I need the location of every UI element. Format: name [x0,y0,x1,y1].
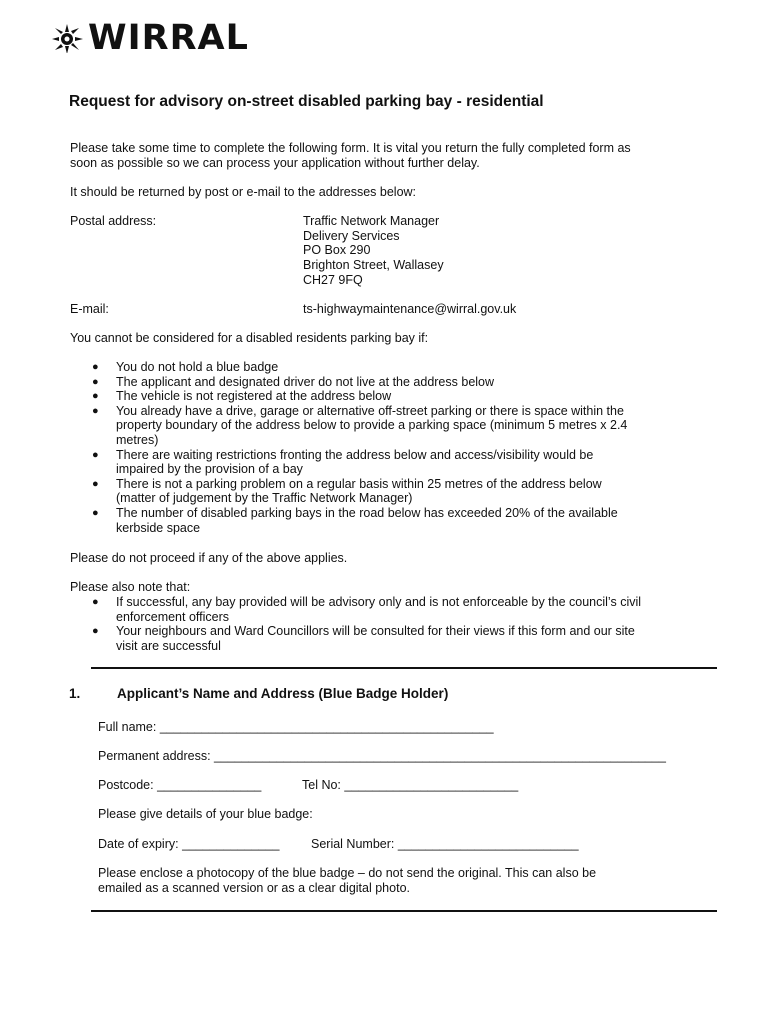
address-field[interactable]: Permanent address: _________________________________________________________________ [98,749,666,763]
section-divider [91,667,717,669]
postal-line: PO Box 290 [303,243,371,257]
list-item: ● You already have a drive, garage or alternative off-street parking or there is space within the property boundary of the address below to provide a parking space (minimum 5 metres x 2.4 metres) [92,403,628,447]
section-number: 1. [69,686,81,701]
postal-label: Postal address: [70,214,157,228]
list-item: ● There is not a parking problem on a regular basis within 25 metres of the address below (matter of judgement by the Traffic Network Manager) [92,476,602,506]
list-item: ● The applicant and designated driver do not live at the address below [92,374,495,389]
enclose-note-line-2: emailed as a scanned version or as a clear digital photo. [98,881,410,895]
list-item: ● Your neighbours and Ward Councillors will be consulted for their views if this form and our site visit are successful [92,624,635,653]
return-note: It should be returned by post or e-mail to the addresses below: [70,185,417,199]
council-logo [52,20,249,56]
postcode-field[interactable]: Postcode: _______________ [98,778,262,792]
cannot-list [92,360,627,535]
list-item: ● There are waiting restrictions fronting the address below and access/visibility would be impaired by the provision of a bay [92,447,594,477]
tel-field[interactable]: Tel No: _________________________ [302,778,519,792]
postal-line: Brighton Street, Wallasey [303,258,444,272]
badge-prompt: Please give details of your blue badge: [98,807,313,821]
list-item: ● If successful, any bay provided will be advisory only and is not enforceable by the council’s civil enforcement officers [92,595,642,624]
expiry-field[interactable]: Date of expiry: ______________ [98,837,280,851]
full-name-field[interactable]: Full name: ________________________________________________ [98,720,494,734]
cannot-intro: You cannot be considered for a disabled residents parking bay if: [70,331,429,345]
logo-wordmark: WIRRAL [88,18,249,58]
list-item: ● The number of disabled parking bays in the road below has exceeded 20% of the available kerbside space [92,505,618,535]
list-item: ● You do not hold a blue badge [92,360,279,374]
intro-line-1: Please take some time to complete the following form. It is vital you return the fully completed form as [70,141,631,155]
email-address-link[interactable]: ts-highwaymaintenance@wirral.gov.uk [303,302,517,316]
do-not-proceed: Please do not proceed if any of the above applies. [70,551,348,565]
postal-line: Delivery Services [303,229,400,243]
postal-line: Traffic Network Manager [303,214,440,228]
section-divider [91,910,717,912]
list-item: ● The vehicle is not registered at the address below [92,389,392,404]
enclose-note-line-1: Please enclose a photocopy of the blue badge – do not send the original. This can also be [98,866,597,880]
intro-line-2: soon as possible so we can process your application without further delay. [70,156,480,170]
section-title: Applicant’s Name and Address (Blue Badge Holder) [117,686,449,701]
sunburst-logo-icon [52,23,86,53]
email-label: E-mail: [70,302,109,316]
serial-field[interactable]: Serial Number: __________________________ [311,837,579,851]
note-list [92,595,641,653]
postal-line: CH27 9FQ [303,273,363,287]
page-title: Request for advisory on-street disabled parking bay - residential [69,93,544,110]
also-note: Please also note that: [70,580,191,594]
